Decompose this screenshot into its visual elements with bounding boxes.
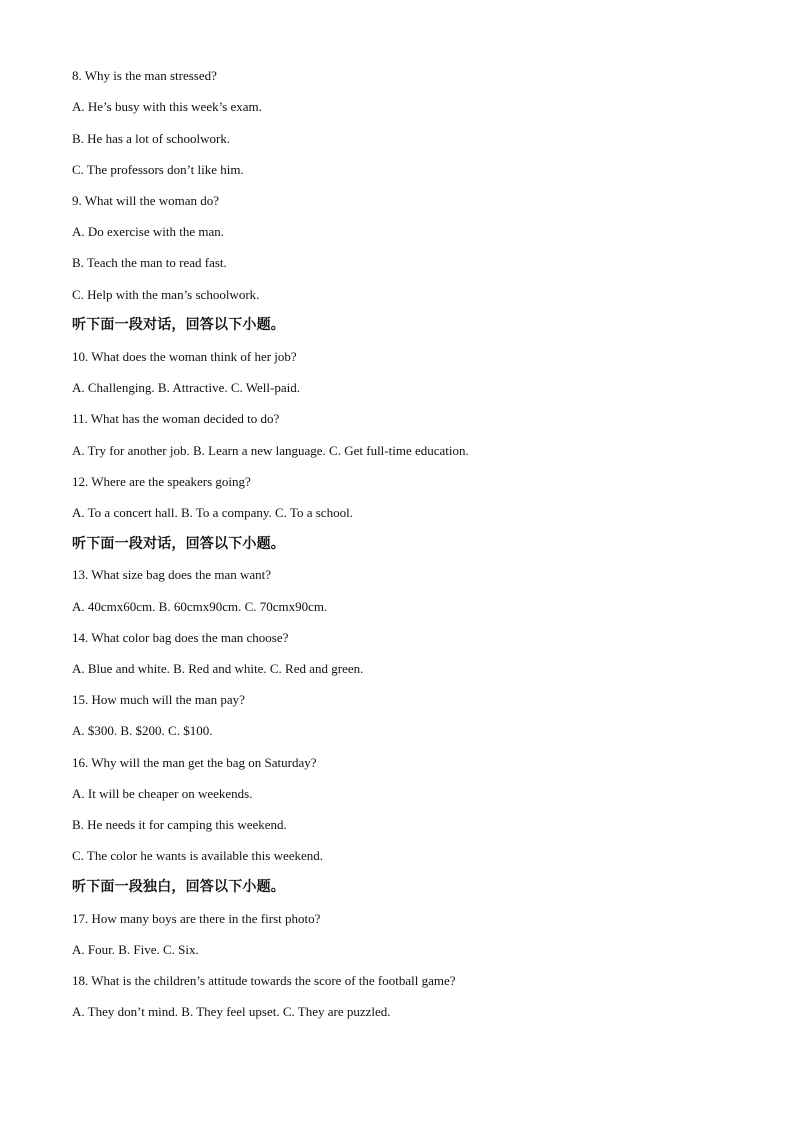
question-10: 10. What does the woman think of her job? bbox=[72, 349, 297, 364]
question-18: 18. What is the children’s attitude towards the score of the football game? bbox=[72, 973, 456, 988]
question-15-options: A. $300. B. $200. C. $100. bbox=[72, 723, 213, 738]
section-heading-3: 听下面一段独白，回答以下小题。 bbox=[72, 879, 285, 895]
question-8: 8. Why is the man stressed? bbox=[72, 68, 217, 83]
question-10-options: A. Challenging. B. Attractive. C. Well-paid. bbox=[72, 380, 300, 395]
question-16-option-b: B. He needs it for camping this weekend. bbox=[72, 817, 287, 832]
question-17-options: A. Four. B. Five. C. Six. bbox=[72, 942, 199, 957]
question-17: 17. How many boys are there in the first photo? bbox=[72, 911, 321, 926]
question-9-option-a: A. Do exercise with the man. bbox=[72, 224, 224, 239]
question-8-option-c: C. The professors don’t like him. bbox=[72, 162, 244, 177]
question-18-options: A. They don’t mind. B. They feel upset. C. They are puzzled. bbox=[72, 1004, 391, 1019]
section-heading-2: 听下面一段对话，回答以下小题。 bbox=[72, 536, 285, 552]
question-14: 14. What color bag does the man choose? bbox=[72, 630, 289, 645]
question-14-options: A. Blue and white. B. Red and white. C. Red and green. bbox=[72, 661, 364, 676]
question-16-option-a: A. It will be cheaper on weekends. bbox=[72, 786, 253, 801]
question-16-option-c: C. The color he wants is available this weekend. bbox=[72, 848, 324, 863]
question-12-options: A. To a concert hall. B. To a company. C. To a school. bbox=[72, 505, 353, 520]
section-heading-1: 听下面一段对话，回答以下小题。 bbox=[72, 317, 285, 333]
question-9-option-c: C. Help with the man’s schoolwork. bbox=[72, 287, 260, 302]
question-8-option-b: B. He has a lot of schoolwork. bbox=[72, 131, 231, 146]
question-11-options: A. Try for another job. B. Learn a new language. C. Get full-time education. bbox=[72, 443, 469, 458]
question-13: 13. What size bag does the man want? bbox=[72, 567, 272, 582]
question-11: 11. What has the woman decided to do? bbox=[72, 411, 280, 426]
question-15: 15. How much will the man pay? bbox=[72, 692, 245, 707]
question-12: 12. Where are the speakers going? bbox=[72, 474, 251, 489]
question-9: 9. What will the woman do? bbox=[72, 193, 220, 208]
question-13-options: A. 40cmx60cm. B. 60cmx90cm. C. 70cmx90cm. bbox=[72, 599, 328, 614]
question-16: 16. Why will the man get the bag on Saturday? bbox=[72, 755, 317, 770]
question-8-option-a: A. He’s busy with this week’s exam. bbox=[72, 99, 262, 114]
question-9-option-b: B. Teach the man to read fast. bbox=[72, 255, 227, 270]
